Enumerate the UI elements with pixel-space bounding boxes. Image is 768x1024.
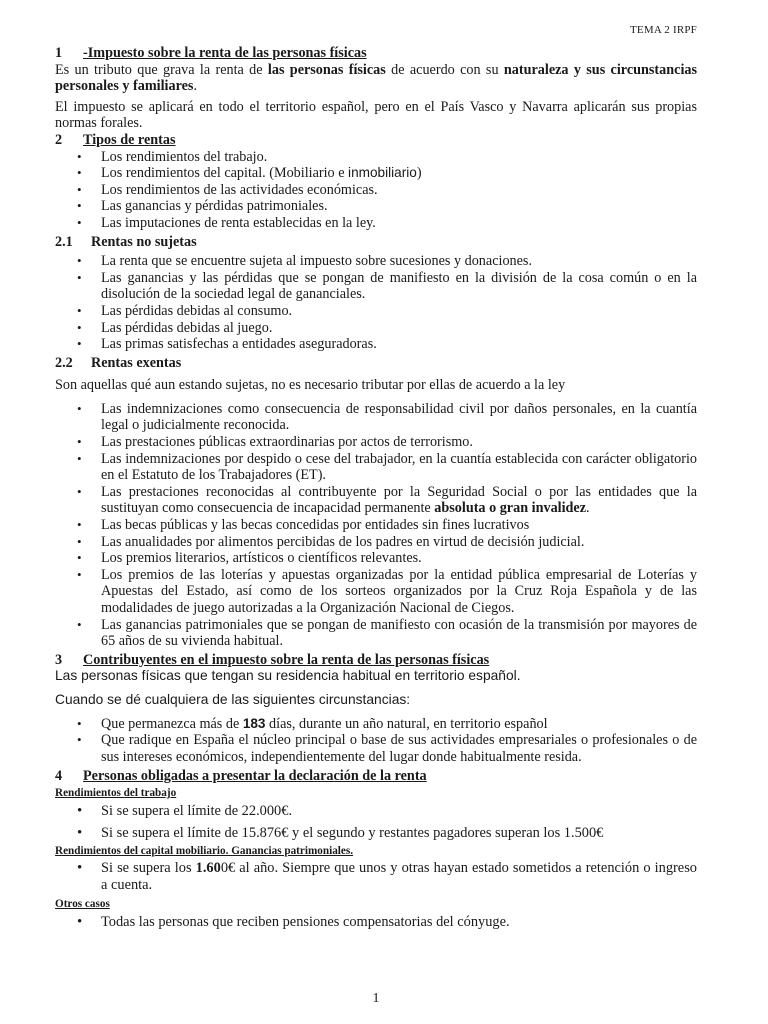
other-cases-list xyxy=(55,913,697,932)
list-item-text: Los premios de las loterías y apuestas organizadas por la entidad pública empresarial de Loterías y Apuestas del Estado, así como de los sorteos organizados por la Cruz Roja Española y de las modalidades de juego autorizadas a la Organización Nacional de Ciegos. xyxy=(101,566,697,616)
bullet-icon: • xyxy=(77,483,82,499)
list-item-text: Los rendimientos de las actividades económicas. xyxy=(101,181,378,198)
section-1-paragraph-1 xyxy=(55,62,697,95)
section-title: -Impuesto sobre la renta de las personas físicas xyxy=(83,45,367,61)
list-item xyxy=(55,336,697,353)
list-item-text: Si se supera el límite de 22.000€. xyxy=(101,802,293,819)
list-item-text: Las ganancias y pérdidas patrimoniales. xyxy=(101,198,328,215)
bullet-icon: • xyxy=(77,214,82,230)
list-item-text: La renta que se encuentre sujeta al impuesto sobre sucesiones y donaciones. xyxy=(101,253,532,270)
bullet-icon: • xyxy=(77,181,82,197)
bullet-icon: • xyxy=(77,165,82,181)
bold-text: 183 xyxy=(242,715,266,731)
list-item-text: Todas las personas que reciben pensiones compensatorias del cónyuge. xyxy=(101,913,510,930)
list-item-text: inmobiliario xyxy=(348,165,417,181)
bullet-icon: • xyxy=(77,802,83,819)
bullet-icon: • xyxy=(77,400,82,416)
section-title: Contribuyentes en el impuesto sobre la renta de las personas físicas xyxy=(83,651,490,668)
exempt-intro-paragraph: Son aquellas qué aun estando sujetas, no es necesario tributar por ellas de acuerdo a la ley xyxy=(55,377,566,394)
bullet-icon: • xyxy=(77,824,83,841)
bullet-icon: • xyxy=(77,336,82,352)
bullet-icon: • xyxy=(77,517,82,533)
bold-text: las personas físicas xyxy=(267,61,386,78)
document-body xyxy=(55,45,697,932)
section-3-paragraph-2: Cuando se dé cualquiera de las siguientes circunstancias: xyxy=(55,691,411,707)
list-item-text: Las indemnizaciones por despido o cese del trabajador, en la cuantía establecida con carácter obligatorio en el Estatuto de los Trabajadores (ET). xyxy=(101,450,697,484)
section-title: Rentas no sujetas xyxy=(91,233,197,250)
bullet-icon: • xyxy=(77,302,82,318)
section-3-paragraph-1: Las personas físicas que tengan su residencia habitual en territorio español. xyxy=(55,668,521,684)
section-title: Personas obligadas a presentar la declaración de la renta xyxy=(83,768,427,785)
list-item xyxy=(55,253,697,270)
bullet-icon: • xyxy=(77,434,82,450)
bullet-icon: • xyxy=(77,859,83,876)
list-item-text: 0€ al año. Siempre que unos y otras hayan estado sometidos a retención o ingreso a cuenta. xyxy=(101,859,697,893)
list-item xyxy=(55,451,697,484)
section-1-paragraph-2: El impuesto se aplicará en todo el territorio español, pero en el País Vasco y Navarra aplicarán sus propias normas forales. xyxy=(55,98,697,132)
list-item xyxy=(55,860,697,894)
section-2-2-heading xyxy=(55,355,697,372)
list-item xyxy=(55,149,697,166)
list-item-text: Que permanezca más de xyxy=(101,715,243,732)
bullet-icon: • xyxy=(77,566,82,582)
bold-text: absoluta o gran invalidez xyxy=(434,500,587,517)
bullet-icon: • xyxy=(77,550,82,566)
bullet-icon: • xyxy=(77,148,82,164)
list-item-text: . xyxy=(586,500,590,517)
list-item xyxy=(55,550,697,567)
list-item xyxy=(55,401,697,434)
list-item-text: Las ganancias y las pérdidas que se pongan de manifiesto en la división de la cosa común o en la disolución de la sociedad legal de gananciales. xyxy=(101,269,697,303)
list-item xyxy=(55,567,697,617)
list-item xyxy=(55,434,697,451)
list-item xyxy=(55,732,697,765)
section-number: 4 xyxy=(55,768,63,785)
bullet-icon: • xyxy=(77,533,82,549)
list-item xyxy=(55,802,697,821)
section-number: 1 xyxy=(55,45,63,61)
text: de acuerdo con su xyxy=(385,61,504,78)
list-item xyxy=(55,198,697,215)
list-item xyxy=(55,215,697,232)
bullet-icon: • xyxy=(77,732,82,748)
page-number: 1 xyxy=(372,991,380,1006)
subheading-work-income: Rendimientos del trabajo xyxy=(55,786,177,799)
section-number: 2 xyxy=(55,131,63,148)
exempt-income-list xyxy=(55,401,697,650)
list-item-text: Que radique en España el núcleo principal o base de sus actividades empresariales o profesionales o de sus intereses económicos, independientemente del lugar donde habitualmente resida. xyxy=(101,732,697,765)
list-item-text: Las becas públicas y las becas concedidas por entidades sin fines lucrativos xyxy=(101,517,530,534)
bullet-icon: • xyxy=(77,269,82,285)
list-item xyxy=(55,303,697,320)
list-item xyxy=(55,913,697,932)
list-item xyxy=(55,617,697,650)
list-item-text: Los rendimientos del trabajo. xyxy=(101,148,268,165)
list-item-text: Las pérdidas debidas al consumo. xyxy=(101,302,293,319)
subheading-other-cases: Otros casos xyxy=(55,897,110,910)
list-item-text: Si se supera los xyxy=(101,859,196,876)
section-2-1-heading xyxy=(55,234,697,251)
list-item xyxy=(55,716,697,733)
list-item xyxy=(55,534,697,551)
capital-income-list xyxy=(55,860,697,894)
bullet-icon: • xyxy=(77,198,82,214)
section-number: 3 xyxy=(55,651,63,668)
section-number: 2.1 xyxy=(55,233,73,250)
text: Es un tributo que grava la renta de xyxy=(55,61,268,78)
section-number: 2.2 xyxy=(55,354,73,371)
subheading-capital-income: Rendimientos del capital mobiliario. Ganancias patrimoniales. xyxy=(55,844,354,857)
list-item-text: Las prestaciones públicas extraordinarias por actos de terrorismo. xyxy=(101,434,473,451)
bullet-icon: • xyxy=(77,913,83,930)
non-taxable-list xyxy=(55,253,697,353)
work-income-list xyxy=(55,802,697,843)
bullet-icon: • xyxy=(77,253,82,269)
list-item-text: ) xyxy=(416,165,422,182)
list-item-text: Las imputaciones de renta establecidas en la ley. xyxy=(101,214,376,231)
bold-text: 1.60 xyxy=(195,859,221,876)
list-item-text: Las prestaciones reconocidas al contribuyente por la Seguridad Social o por las entidades que la sustituyan como consecuencia de incapacidad permanente xyxy=(101,483,697,517)
bullet-icon: • xyxy=(77,450,82,466)
section-title: Tipos de rentas xyxy=(83,131,176,148)
list-item xyxy=(55,484,697,517)
list-item xyxy=(55,270,697,303)
bullet-icon: • xyxy=(77,319,82,335)
section-1-heading xyxy=(55,45,697,62)
bullet-icon: • xyxy=(77,715,82,731)
running-header: TEMA 2 IRPF xyxy=(630,24,697,36)
list-item xyxy=(55,182,697,199)
list-item-text: días, durante un año natural, en territorio español xyxy=(265,715,548,732)
list-item xyxy=(55,517,697,534)
residency-conditions-list xyxy=(55,716,697,766)
list-item xyxy=(55,165,697,182)
bold-text: naturaleza y sus circunstancias personales y familiares xyxy=(55,61,697,95)
section-title: Rentas exentas xyxy=(91,354,182,371)
list-item-text: Las indemnizaciones como consecuencia de responsabilidad civil por daños personales, en la cuantía legal o judicialmente reconocida. xyxy=(101,400,697,434)
list-item-text: Si se supera el límite de 15.876€ y el segundo y restantes pagadores superan los 1.500€ xyxy=(101,824,604,841)
list-item xyxy=(55,824,697,843)
list-item-text: Las primas satisfechas a entidades aseguradoras. xyxy=(101,336,377,353)
section-3-heading xyxy=(55,652,697,669)
list-item-text: Las pérdidas debidas al juego. xyxy=(101,319,273,336)
list-item xyxy=(55,320,697,337)
bullet-icon: • xyxy=(77,616,82,632)
income-types-list xyxy=(55,149,697,232)
section-4-heading xyxy=(55,768,697,785)
list-item-text: Las anualidades por alimentos percibidas de los padres en virtud de decisión judicial. xyxy=(101,533,585,550)
section-2-heading xyxy=(55,132,697,149)
text: . xyxy=(193,78,197,95)
list-item-text: Las ganancias patrimoniales que se pongan de manifiesto con ocasión de la transmisión por mayores de 65 años de su vivienda habitual. xyxy=(101,616,697,650)
list-item-text: Los rendimientos del capital. (Mobiliario e xyxy=(101,165,349,182)
list-item-text: Los premios literarios, artísticos o científicos relevantes. xyxy=(101,550,422,567)
